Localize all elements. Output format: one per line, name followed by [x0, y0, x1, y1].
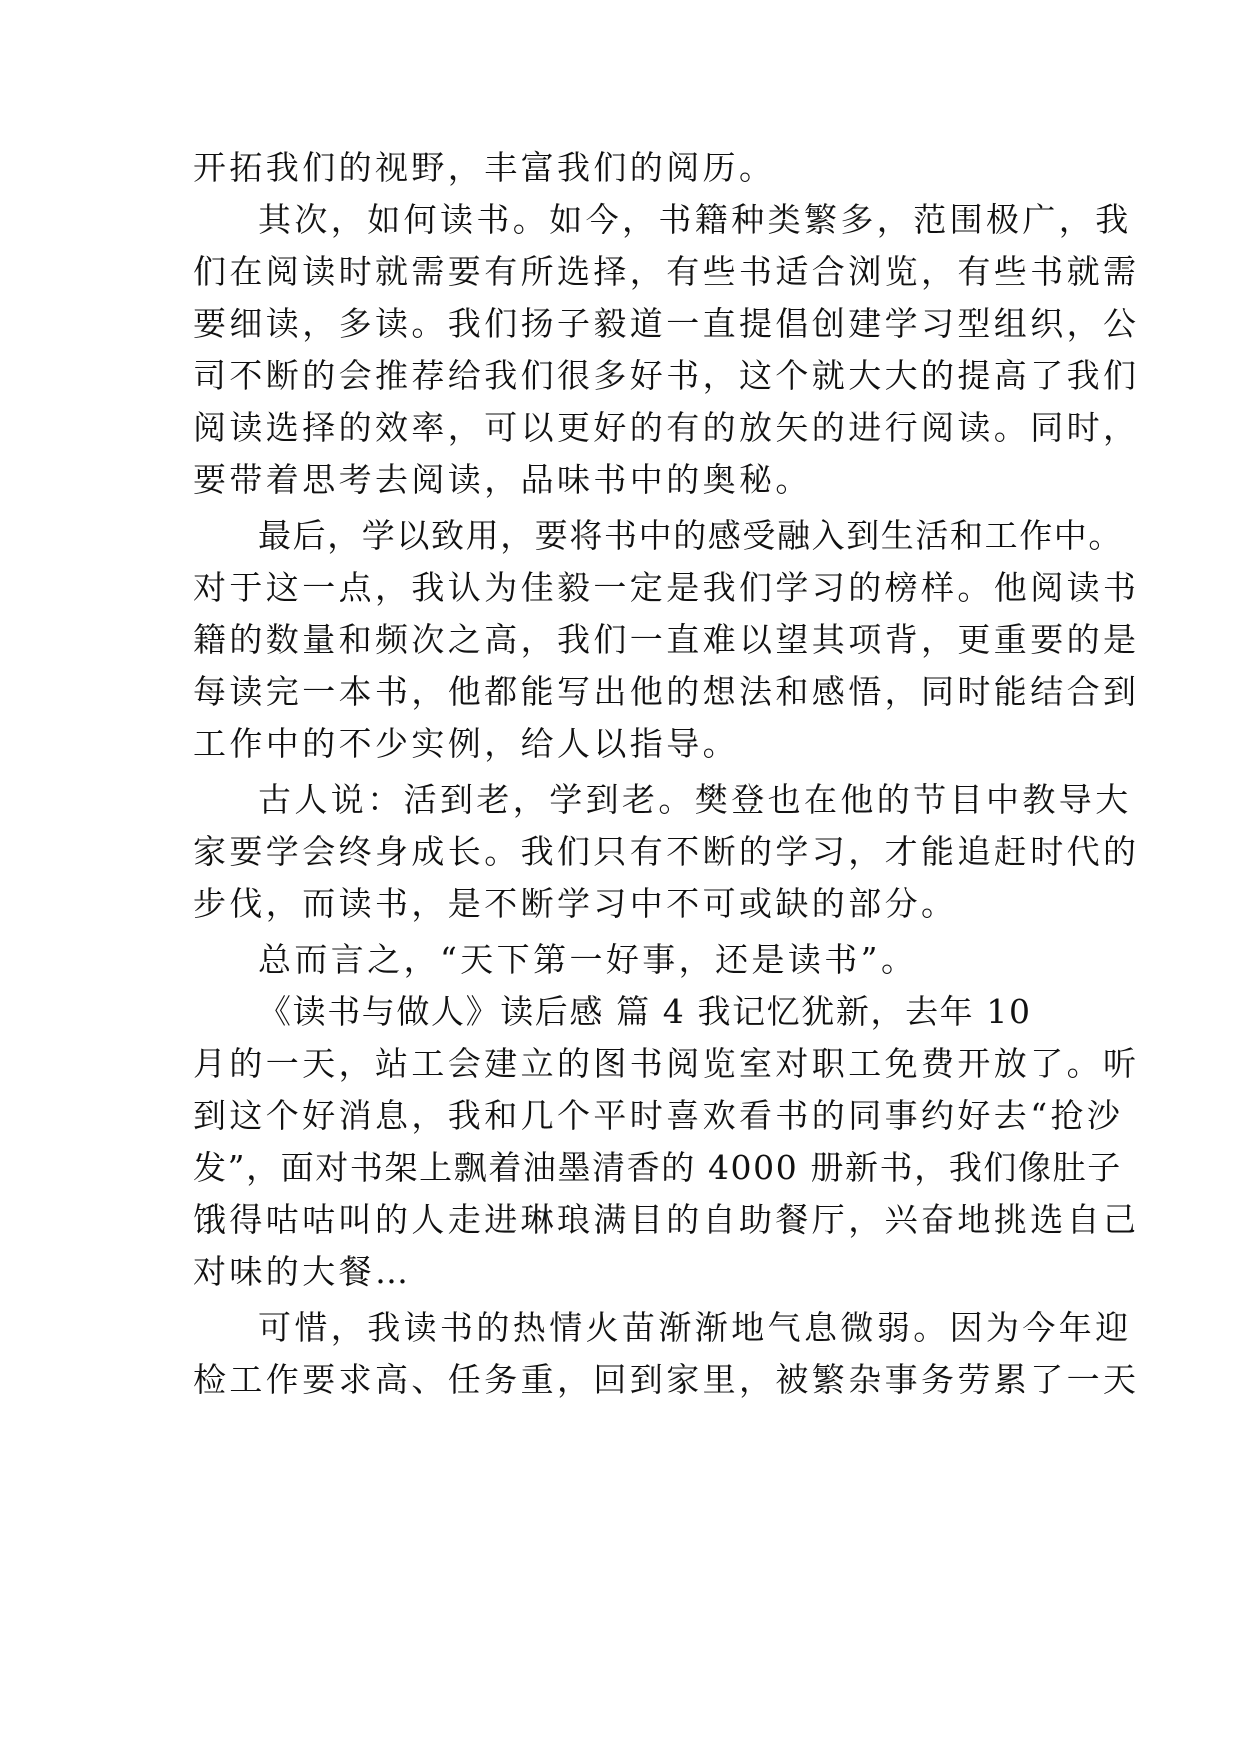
text-line: 月的一天，站工会建立的图书阅览室对职工免费开放了。听 [193, 1044, 1140, 1083]
paragraph-start: 最后，学以致用，要将书中的感受融入到生活和工作中。 [258, 516, 1123, 555]
text-line: 对于这一点，我认为佳毅一定是我们学习的榜样。他阅读书 [193, 568, 1140, 607]
paragraph-start: 其次，如何读书。如今，书籍种类繁多，范围极广，我 [258, 200, 1132, 239]
text-line: 饿得咕咕叫的人走进琳琅满目的自助餐厅，兴奋地挑选自己 [193, 1200, 1140, 1239]
text-line: 步伐，而读书，是不断学习中不可或缺的部分。 [193, 884, 958, 923]
text-line: 阅读选择的效率，可以更好的有的放矢的进行阅读。同时， [193, 408, 1140, 447]
text-line: 司不断的会推荐给我们很多好书，这个就大大的提高了我们 [193, 356, 1140, 395]
text-line: 要细读，多读。我们扬子毅道一直提倡创建学习型组织，公 [193, 304, 1140, 343]
text-line: 发”，面对书架上飘着油墨清香的 4000 册新书，我们像肚子 [193, 1148, 1122, 1187]
paragraph-start: 古人说：活到老，学到老。樊登也在他的节目中教导大 [258, 780, 1132, 819]
text-line: 开拓我们的视野，丰富我们的阅历。 [193, 148, 776, 187]
paragraph-start: 总而言之，“天下第一好事，还是读书”。 [258, 940, 918, 979]
paragraph-start: 可惜，我读书的热情火苗渐渐地气息微弱。因为今年迎 [258, 1308, 1132, 1347]
text-line: 对味的大餐… [193, 1252, 412, 1291]
text-line: 籍的数量和频次之高，我们一直难以望其项背，更重要的是 [193, 620, 1140, 659]
text-line: 要带着思考去阅读，品味书中的奥秘。 [193, 460, 812, 499]
section-heading-line: 《读书与做人》读后感 篇 4 我记忆犹新，去年 10 [258, 992, 1032, 1031]
text-line: 们在阅读时就需要有所选择，有些书适合浏览，有些书就需 [193, 252, 1140, 291]
text-line: 家要学会终身成长。我们只有不断的学习，才能追赶时代的 [193, 832, 1140, 871]
text-line: 检工作要求高、任务重，回到家里，被繁杂事务劳累了一天 [193, 1360, 1140, 1399]
text-line: 每读完一本书，他都能写出他的想法和感悟，同时能结合到 [193, 672, 1140, 711]
text-line: 工作中的不少实例，给人以指导。 [193, 724, 739, 763]
text-line: 到这个好消息，我和几个平时喜欢看书的同事约好去“抢沙 [193, 1096, 1124, 1135]
